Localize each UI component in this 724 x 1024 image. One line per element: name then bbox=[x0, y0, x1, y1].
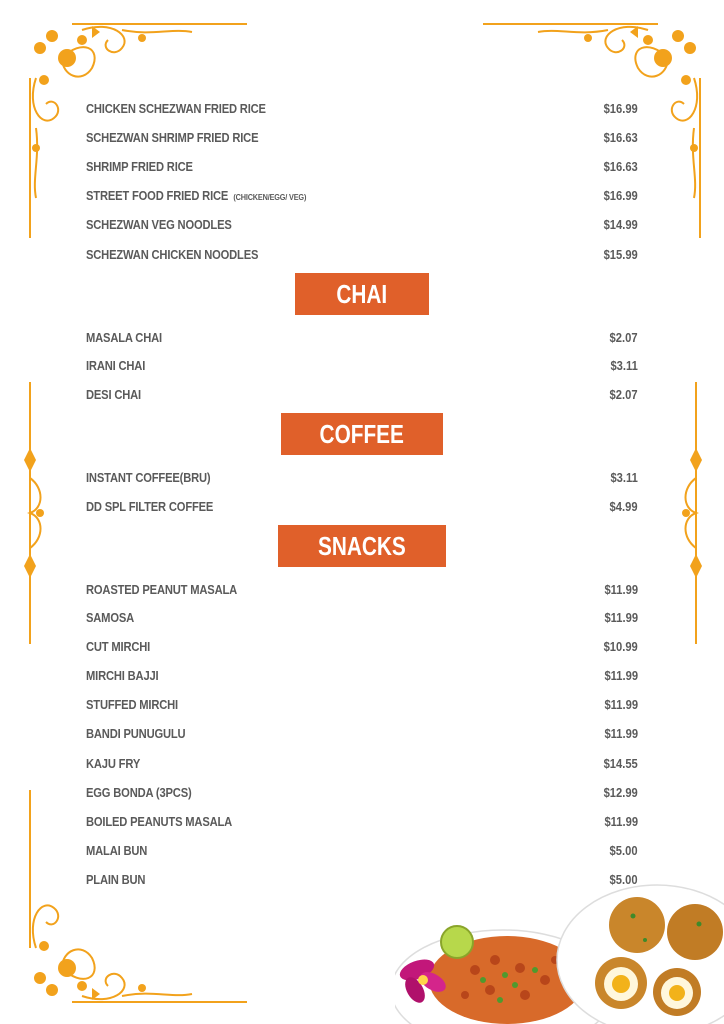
menu-item bbox=[86, 130, 638, 150]
item-price: $15.99 bbox=[603, 247, 638, 262]
item-price: $16.99 bbox=[603, 101, 638, 116]
egg-bonda bbox=[667, 904, 723, 960]
item-name: SAMOSA bbox=[86, 610, 135, 625]
item-price: $14.55 bbox=[603, 756, 638, 771]
item-name: SCHEZWAN SHRIMP FRIED RICE bbox=[86, 130, 259, 145]
item-name: STUFFED MIRCHI bbox=[86, 697, 179, 712]
section-title: COFFEE bbox=[319, 419, 405, 449]
item-price: $11.99 bbox=[604, 814, 638, 829]
item-name: CUT MIRCHI bbox=[86, 639, 151, 654]
item-note: (CHICKEN/EGG/ VEG) bbox=[233, 192, 307, 202]
item-price: $11.99 bbox=[604, 668, 638, 683]
item-name: SCHEZWAN CHICKEN NOODLES bbox=[86, 247, 259, 262]
item-name: SCHEZWAN VEG NOODLES bbox=[86, 217, 232, 232]
item-price: $3.11 bbox=[610, 358, 638, 373]
item-price: $4.99 bbox=[610, 499, 638, 514]
item-price: $14.99 bbox=[603, 217, 638, 232]
item-price: $2.07 bbox=[610, 387, 638, 402]
menu-item bbox=[86, 814, 638, 834]
section-heading-chai bbox=[295, 273, 429, 315]
section-title: CHAI bbox=[336, 279, 388, 309]
item-name: STREET FOOD FRIED RICE bbox=[86, 188, 229, 203]
item-price: $11.99 bbox=[604, 697, 638, 712]
menu-item bbox=[86, 159, 638, 179]
lime-slice bbox=[441, 926, 473, 958]
left-side-ornament bbox=[22, 378, 50, 648]
section-heading-snacks bbox=[278, 525, 446, 567]
menu-item bbox=[86, 726, 638, 746]
item-price: $16.63 bbox=[603, 130, 638, 145]
item-name: CHICKEN SCHEZWAN FRIED RICE bbox=[86, 101, 266, 116]
snacks-food-photo bbox=[395, 880, 724, 1024]
menu-item bbox=[86, 499, 638, 519]
item-name: DD SPL FILTER COFFEE bbox=[86, 499, 214, 514]
item-name: MASALA CHAI bbox=[86, 330, 162, 345]
item-price: $11.99 bbox=[604, 582, 638, 597]
item-name: KAJU FRY bbox=[86, 756, 141, 771]
menu-item bbox=[86, 188, 638, 208]
menu-item bbox=[86, 330, 638, 350]
item-name: BANDI PUNUGULU bbox=[86, 726, 186, 741]
item-price: $3.11 bbox=[610, 470, 638, 485]
item-name: SHRIMP FRIED RICE bbox=[86, 159, 193, 174]
item-price: $10.99 bbox=[603, 639, 638, 654]
section-title: SNACKS bbox=[318, 531, 406, 561]
item-name: EGG BONDA (3PCS) bbox=[86, 785, 192, 800]
egg-bonda bbox=[609, 897, 665, 953]
menu-item bbox=[86, 697, 638, 717]
item-name-group bbox=[86, 188, 306, 203]
menu-item bbox=[86, 582, 638, 602]
item-name: PLAIN BUN bbox=[86, 872, 146, 887]
item-price: $5.00 bbox=[610, 872, 638, 887]
item-name: DESI CHAI bbox=[86, 387, 141, 402]
menu-item bbox=[86, 387, 638, 407]
item-name: MIRCHI BAJJI bbox=[86, 668, 159, 683]
item-name: ROASTED PEANUT MASALA bbox=[86, 582, 238, 597]
item-price: $11.99 bbox=[604, 726, 638, 741]
section-heading-coffee bbox=[281, 413, 443, 455]
menu-item bbox=[86, 217, 638, 237]
menu-item bbox=[86, 668, 638, 688]
menu-item bbox=[86, 785, 638, 805]
menu-item bbox=[86, 101, 638, 121]
menu-item bbox=[86, 756, 638, 776]
item-price: $5.00 bbox=[610, 843, 638, 858]
item-name: MALAI BUN bbox=[86, 843, 148, 858]
menu-item bbox=[86, 358, 638, 378]
menu-item bbox=[86, 610, 638, 630]
menu-item bbox=[86, 247, 638, 267]
item-name: INSTANT COFFEE(BRU) bbox=[86, 470, 211, 485]
item-price: $2.07 bbox=[610, 330, 638, 345]
item-price: $16.99 bbox=[603, 188, 638, 203]
menu-item bbox=[86, 843, 638, 863]
item-price: $11.99 bbox=[604, 610, 638, 625]
right-side-ornament bbox=[676, 378, 704, 648]
item-price: $16.63 bbox=[603, 159, 638, 174]
item-price: $12.99 bbox=[603, 785, 638, 800]
menu-item bbox=[86, 470, 638, 490]
item-name: BOILED PEANUTS MASALA bbox=[86, 814, 233, 829]
menu-item bbox=[86, 639, 638, 659]
item-name: IRANI CHAI bbox=[86, 358, 146, 373]
